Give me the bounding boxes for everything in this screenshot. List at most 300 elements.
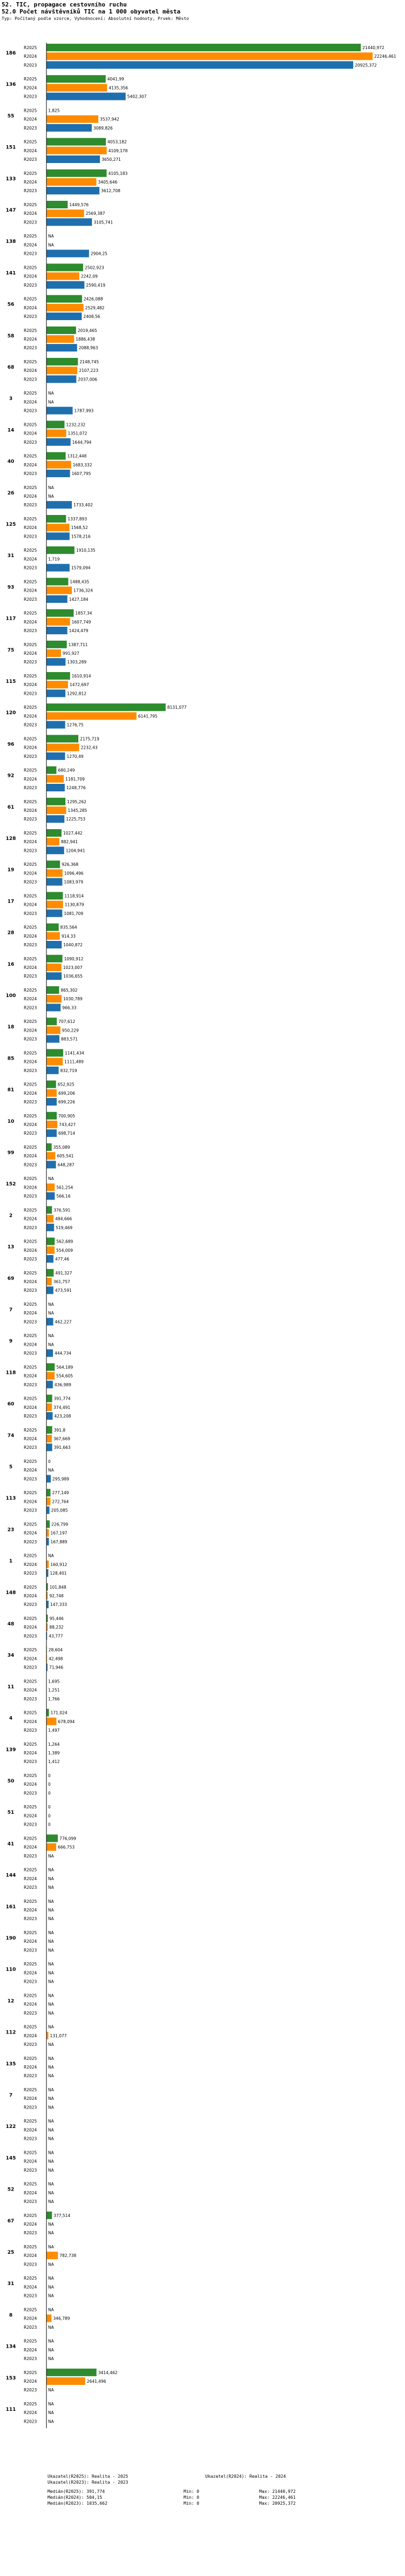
- bar: [46, 313, 82, 320]
- series-tick-label: R2024: [24, 368, 37, 374]
- data-label: 1130,879: [64, 902, 84, 907]
- series-tick-label: R2025: [24, 234, 37, 239]
- data-label: 3089,826: [93, 125, 113, 131]
- data-label: 2904,25: [90, 251, 107, 256]
- series-tick-label: R2023: [24, 2199, 37, 2204]
- series-tick-label: R2024: [24, 2379, 37, 2384]
- series-tick-label: R2024: [24, 2222, 37, 2227]
- data-label: NA: [48, 2324, 54, 2330]
- category-label: 8: [9, 2313, 13, 2319]
- series-tick-label: R2024: [24, 85, 37, 91]
- series-tick-label: R2023: [24, 1853, 37, 1859]
- series-tick-label: R2023: [24, 2010, 37, 2016]
- data-label: 2232,43: [80, 745, 98, 750]
- series-tick-label: R2023: [24, 1414, 37, 1419]
- data-label: 1292,812: [67, 691, 86, 696]
- series-tick-label: R2023: [24, 2167, 37, 2173]
- bar: [46, 1081, 56, 1088]
- series-tick-label: R2023: [24, 1571, 37, 1576]
- data-label: 0: [48, 1813, 51, 1819]
- data-label: 376,591: [53, 1208, 71, 1213]
- bar: [46, 1112, 57, 1120]
- bar: [46, 1192, 55, 1200]
- series-tick-label: R2025: [24, 2150, 37, 2155]
- series-tick-label: R2025: [24, 1176, 37, 1182]
- series-tick-label: R2024: [24, 1939, 37, 1944]
- data-label: 391,774: [53, 1396, 71, 1401]
- series-tick-label: R2025: [24, 548, 37, 553]
- data-label: NA: [48, 1468, 54, 1473]
- bar: [46, 2369, 97, 2376]
- data-label: NA: [48, 2199, 54, 2204]
- bar: [46, 784, 65, 791]
- data-label: 605,541: [57, 1154, 74, 1159]
- series-tick-label: R2025: [24, 1710, 37, 1716]
- data-label: NA: [48, 2190, 54, 2195]
- data-label: 519,469: [56, 1225, 73, 1230]
- bar: [46, 618, 70, 626]
- category-label: 55: [7, 113, 15, 119]
- data-label: 167,889: [50, 1539, 68, 1544]
- series-tick-label: R2023: [24, 1791, 37, 1796]
- category-label: 81: [7, 1087, 15, 1093]
- category-label: 112: [5, 2030, 16, 2036]
- series-tick-label: R2024: [24, 1970, 37, 1976]
- category-label: 74: [7, 1433, 15, 1439]
- data-label: 147,333: [50, 1602, 68, 1608]
- series-tick-label: R2023: [24, 1288, 37, 1293]
- data-label: 226,799: [51, 1522, 69, 1527]
- category-label: 128: [5, 836, 16, 842]
- category-label: 152: [5, 1182, 16, 1188]
- series-tick-label: R2025: [24, 2119, 37, 2124]
- series-tick-label: R2024: [24, 1059, 37, 1065]
- series-tick-label: R2024: [24, 1216, 37, 1222]
- series-tick-label: R2023: [24, 408, 37, 413]
- bar: [46, 689, 65, 697]
- series-tick-label: R2025: [24, 1270, 37, 1276]
- series-tick-label: R2024: [24, 242, 37, 248]
- bar: [46, 658, 65, 666]
- series-tick-label: R2024: [24, 1530, 37, 1536]
- category-label: 118: [5, 1370, 16, 1376]
- series-tick-label: R2023: [24, 722, 37, 728]
- data-label: 1449,576: [69, 202, 89, 207]
- series-tick-label: R2023: [24, 1257, 37, 1262]
- data-label: NA: [48, 2024, 54, 2030]
- median-r2025: Medián(R2025): 391,774: [48, 2489, 105, 2494]
- data-label: 1488,435: [70, 579, 90, 585]
- data-label: 4053,182: [107, 139, 127, 145]
- series-tick-label: R2024: [24, 745, 37, 750]
- series-tick-label: R2025: [24, 2307, 37, 2313]
- data-label: 3537,942: [100, 117, 119, 122]
- legend-r2023: Ukazatel(R2023): Realita - 2023: [48, 2480, 129, 2485]
- data-label: NA: [48, 2119, 54, 2124]
- series-tick-label: R2025: [24, 1553, 37, 1558]
- series-tick-label: R2023: [24, 63, 37, 68]
- bar: [46, 775, 64, 783]
- data-label: 462,227: [55, 1319, 72, 1325]
- bar: [46, 138, 106, 146]
- data-label: NA: [48, 2167, 54, 2173]
- bar: [46, 910, 62, 917]
- bar: [46, 295, 82, 303]
- data-label: 1096,496: [64, 871, 84, 876]
- data-label: 678,094: [58, 1719, 75, 1724]
- series-tick-label: R2025: [24, 517, 37, 521]
- series-tick-label: R2024: [24, 776, 37, 782]
- bar: [46, 124, 92, 132]
- series-tick-label: R2025: [24, 2087, 37, 2092]
- series-tick-label: R2024: [24, 1436, 37, 1441]
- data-label: 367,669: [53, 1436, 70, 1441]
- legend-r2025: Ukazatel(R2025): Realita - 2025: [48, 2474, 129, 2479]
- category-label: 122: [5, 2124, 16, 2130]
- data-label: 2408,56: [83, 314, 100, 319]
- data-label: 0: [48, 1782, 51, 1787]
- data-label: NA: [48, 399, 54, 405]
- series-tick-label: R2024: [24, 2033, 37, 2038]
- max-r2024: Max: 22246,461: [259, 2495, 296, 2500]
- data-label: 2590,419: [86, 282, 106, 288]
- series-tick-label: R2024: [24, 557, 37, 562]
- data-label: 1232,232: [66, 422, 86, 428]
- category-label: 99: [7, 1150, 15, 1156]
- bar: [46, 452, 66, 460]
- category-label: 41: [7, 1841, 15, 1847]
- bar: [46, 829, 62, 837]
- bar: [46, 2377, 85, 2385]
- bar: [46, 2315, 51, 2322]
- category-label: 58: [7, 333, 15, 339]
- data-label: 562,689: [56, 1239, 73, 1244]
- data-label: NA: [48, 485, 54, 490]
- series-tick-label: R2025: [24, 1773, 37, 1778]
- series-tick-label: R2025: [24, 485, 37, 490]
- data-label: 699,206: [58, 1090, 75, 1096]
- data-label: NA: [48, 1930, 54, 1935]
- data-label: 1427,184: [69, 596, 89, 602]
- data-label: 1204,941: [65, 848, 85, 853]
- series-tick-label: R2023: [24, 1822, 37, 1827]
- bar: [46, 524, 70, 531]
- series-tick-label: R2025: [24, 1993, 37, 1998]
- data-label: NA: [48, 2136, 54, 2141]
- data-label: 1351,072: [68, 431, 87, 436]
- category-label: 111: [5, 2407, 16, 2412]
- category-label: 25: [7, 2250, 15, 2255]
- data-label: 95,446: [49, 1616, 64, 1621]
- series-tick-label: R2025: [24, 705, 37, 710]
- data-label: 391,8: [53, 1427, 66, 1433]
- series-tick-label: R2025: [24, 956, 37, 961]
- category-label: 117: [5, 616, 16, 622]
- category-label: 14: [7, 428, 15, 433]
- series-tick-label: R2023: [24, 2073, 37, 2079]
- bar: [46, 878, 62, 886]
- data-label: 277,149: [52, 1490, 69, 1496]
- bar: [46, 1435, 52, 1442]
- data-label: 0: [48, 1791, 51, 1796]
- series-tick-label: R2025: [24, 925, 37, 930]
- series-tick-label: R2025: [24, 1302, 37, 1307]
- data-label: 699,226: [58, 1100, 75, 1104]
- bar: [46, 1569, 48, 1577]
- series-tick-label: R2025: [24, 1239, 37, 1244]
- category-label: 23: [7, 1527, 15, 1533]
- data-label: 4135,356: [109, 85, 129, 91]
- data-label: 1303,289: [67, 660, 87, 665]
- series-tick-label: R2023: [24, 879, 37, 885]
- bar: [46, 375, 76, 383]
- series-tick-label: R2023: [24, 1005, 37, 1011]
- data-label: 1387,711: [68, 642, 88, 647]
- data-label: NA: [48, 2056, 54, 2061]
- data-label: NA: [48, 2356, 54, 2361]
- series-tick-label: R2025: [24, 139, 37, 145]
- category-label: 120: [5, 710, 16, 716]
- series-tick-label: R2024: [24, 1311, 37, 1316]
- bar: [46, 430, 66, 437]
- bar: [46, 2252, 58, 2259]
- series-tick-label: R2023: [24, 754, 37, 759]
- series-tick-label: R2023: [24, 1445, 37, 1450]
- category-label: 7: [9, 2093, 13, 2098]
- series-tick-label: R2024: [24, 1154, 37, 1159]
- data-label: 101,848: [49, 1584, 66, 1590]
- series-tick-label: R2024: [24, 902, 37, 907]
- data-label: NA: [48, 2150, 54, 2155]
- series-tick-label: R2023: [24, 785, 37, 790]
- max-r2025: Max: 21440,972: [259, 2489, 296, 2494]
- series-tick-label: R2024: [24, 1625, 37, 1630]
- bar: [46, 1709, 49, 1717]
- data-label: 2107,223: [79, 368, 99, 374]
- series-tick-label: R2023: [24, 1162, 37, 1168]
- data-label: 1,389: [48, 1751, 60, 1755]
- bar: [46, 964, 62, 971]
- bar: [46, 846, 64, 854]
- series-tick-label: R2024: [24, 619, 37, 625]
- bar: [46, 1004, 60, 1011]
- bar: [46, 869, 63, 877]
- data-label: 0: [48, 1459, 51, 1464]
- category-label: 51: [7, 1810, 15, 1816]
- bar: [46, 1395, 52, 1402]
- category-label: 125: [5, 522, 16, 527]
- series-tick-label: R2023: [24, 503, 37, 508]
- series-tick-label: R2024: [24, 1876, 37, 1881]
- bar: [46, 767, 56, 774]
- data-label: 20925,372: [355, 63, 377, 68]
- data-label: 1036,655: [63, 974, 83, 979]
- category-label: 115: [5, 679, 16, 684]
- data-label: NA: [48, 1908, 54, 1913]
- series-tick-label: R2023: [24, 2324, 37, 2330]
- data-label: 43,777: [49, 1633, 63, 1639]
- bar: [46, 735, 78, 742]
- series-tick-label: R2025: [24, 77, 37, 82]
- series-tick-label: R2025: [24, 1490, 37, 1496]
- bar: [46, 515, 66, 523]
- bar: [46, 1834, 58, 1842]
- data-label: 1270,49: [66, 754, 84, 759]
- bar: [46, 1269, 53, 1277]
- data-label: NA: [48, 2181, 54, 2187]
- category-label: 50: [7, 1779, 15, 1784]
- data-label: 131,077: [50, 2033, 67, 2038]
- bar: [46, 681, 68, 688]
- chart-title: 52.0 Počet návštěvníků TIC na 1 000 obyvatel města: [2, 8, 181, 15]
- category-label: 28: [7, 930, 15, 936]
- series-tick-label: R2024: [24, 2316, 37, 2321]
- data-label: 423,208: [54, 1414, 71, 1419]
- series-tick-label: R2023: [24, 2388, 37, 2393]
- data-label: 707,612: [58, 1019, 76, 1025]
- bar: [46, 1049, 63, 1056]
- series-tick-label: R2025: [24, 1930, 37, 1935]
- bar: [46, 52, 373, 60]
- series-tick-label: R2025: [24, 2245, 37, 2249]
- data-label: 2175,719: [80, 736, 99, 742]
- bar: [46, 1443, 52, 1451]
- series-tick-label: R2023: [24, 691, 37, 696]
- data-label: NA: [48, 1899, 54, 1904]
- bar: [46, 147, 107, 154]
- data-label: NA: [48, 2096, 54, 2102]
- data-label: NA: [48, 2010, 54, 2016]
- data-label: 171,024: [50, 1710, 68, 1716]
- data-label: 680,249: [58, 768, 75, 773]
- series-tick-label: R2023: [24, 1728, 37, 1733]
- series-tick-label: R2025: [24, 2056, 37, 2061]
- data-label: NA: [48, 1176, 54, 1182]
- series-tick-label: R2025: [24, 1082, 37, 1087]
- bar: [46, 1121, 57, 1128]
- series-tick-label: R2025: [24, 1459, 37, 1464]
- bar: [46, 1489, 51, 1496]
- series-tick-label: R2025: [24, 893, 37, 899]
- series-tick-label: R2024: [24, 2002, 37, 2007]
- series-tick-label: R2025: [24, 1867, 37, 1873]
- series-tick-label: R2023: [24, 94, 37, 99]
- series-tick-label: R2024: [24, 1656, 37, 1662]
- data-label: 1857,34: [75, 611, 92, 616]
- bar: [46, 1183, 55, 1191]
- series-tick-label: R2024: [24, 431, 37, 436]
- series-tick-label: R2024: [24, 1751, 37, 1755]
- bar: [46, 209, 84, 217]
- data-label: 28,604: [48, 1648, 63, 1653]
- series-tick-label: R2025: [24, 1616, 37, 1621]
- bar: [46, 116, 98, 123]
- bar: [46, 712, 137, 720]
- category-label: 96: [7, 742, 15, 748]
- bar: [46, 2032, 49, 2039]
- series-tick-label: R2025: [24, 2024, 37, 2030]
- bar: [46, 170, 106, 177]
- bar: [46, 421, 64, 428]
- data-label: 666,753: [58, 1845, 75, 1850]
- series-tick-label: R2025: [24, 2276, 37, 2281]
- series-tick-label: R2023: [24, 1225, 37, 1230]
- series-tick-label: R2025: [24, 171, 37, 176]
- data-label: 4109,178: [108, 148, 128, 153]
- series-tick-label: R2025: [24, 1113, 37, 1118]
- data-label: NA: [48, 2087, 54, 2092]
- series-tick-label: R2024: [24, 180, 37, 185]
- series-tick-label: R2023: [24, 2419, 37, 2424]
- data-label: 554,605: [56, 1373, 73, 1379]
- series-tick-label: R2023: [24, 1979, 37, 1984]
- bar: [46, 1255, 53, 1263]
- data-label: 1090,912: [64, 956, 84, 961]
- data-label: 4105,183: [108, 171, 128, 176]
- data-label: NA: [48, 1970, 54, 1976]
- series-tick-label: R2024: [24, 148, 37, 153]
- data-label: 484,666: [55, 1216, 72, 1222]
- bar: [46, 1129, 57, 1137]
- bar: [46, 1067, 59, 1074]
- bar: [46, 61, 353, 69]
- bar: [46, 1529, 49, 1537]
- data-label: 1027,442: [63, 831, 83, 836]
- series-tick-label: R2024: [24, 965, 37, 970]
- series-tick-label: R2023: [24, 2042, 37, 2047]
- data-label: 391,663: [53, 1445, 71, 1450]
- bar: [46, 93, 126, 100]
- series-tick-label: R2024: [24, 1090, 37, 1096]
- category-label: 148: [5, 1590, 16, 1596]
- series-tick-label: R2025: [24, 2213, 37, 2218]
- data-label: 346,789: [53, 2316, 70, 2321]
- series-tick-label: R2025: [24, 1522, 37, 1527]
- bar: [46, 335, 74, 343]
- bar: [46, 578, 68, 585]
- series-tick-label: R2023: [24, 1351, 37, 1356]
- data-label: 473,591: [55, 1288, 72, 1293]
- data-label: 1295,262: [67, 799, 86, 804]
- data-label: 3650,271: [102, 157, 121, 162]
- data-label: 1118,914: [64, 893, 84, 899]
- bar: [46, 1372, 55, 1380]
- series-tick-label: R2024: [24, 1373, 37, 1379]
- data-label: 2037,006: [78, 377, 98, 382]
- bar: [46, 1381, 53, 1388]
- category-label: 75: [7, 647, 15, 653]
- series-tick-label: R2024: [24, 1594, 37, 1598]
- series-tick-label: R2024: [24, 2065, 37, 2070]
- data-label: NA: [48, 1867, 54, 1873]
- bar: [46, 1143, 52, 1151]
- data-label: 3105,741: [93, 220, 113, 225]
- category-label: 136: [5, 82, 16, 88]
- data-label: NA: [48, 2388, 54, 2393]
- data-label: NA: [48, 2222, 54, 2227]
- data-label: 1111,489: [64, 1059, 84, 1065]
- bar: [46, 721, 65, 729]
- data-label: 1910,135: [76, 548, 96, 553]
- series-tick-label: R2024: [24, 2410, 37, 2416]
- data-label: 2019,465: [77, 328, 97, 333]
- bar: [46, 187, 99, 194]
- category-label: 161: [5, 1904, 16, 1910]
- series-tick-label: R2025: [24, 1648, 37, 1653]
- series-tick-label: R2024: [24, 494, 37, 499]
- bar: [46, 1507, 50, 1514]
- data-label: 1312,448: [67, 453, 87, 459]
